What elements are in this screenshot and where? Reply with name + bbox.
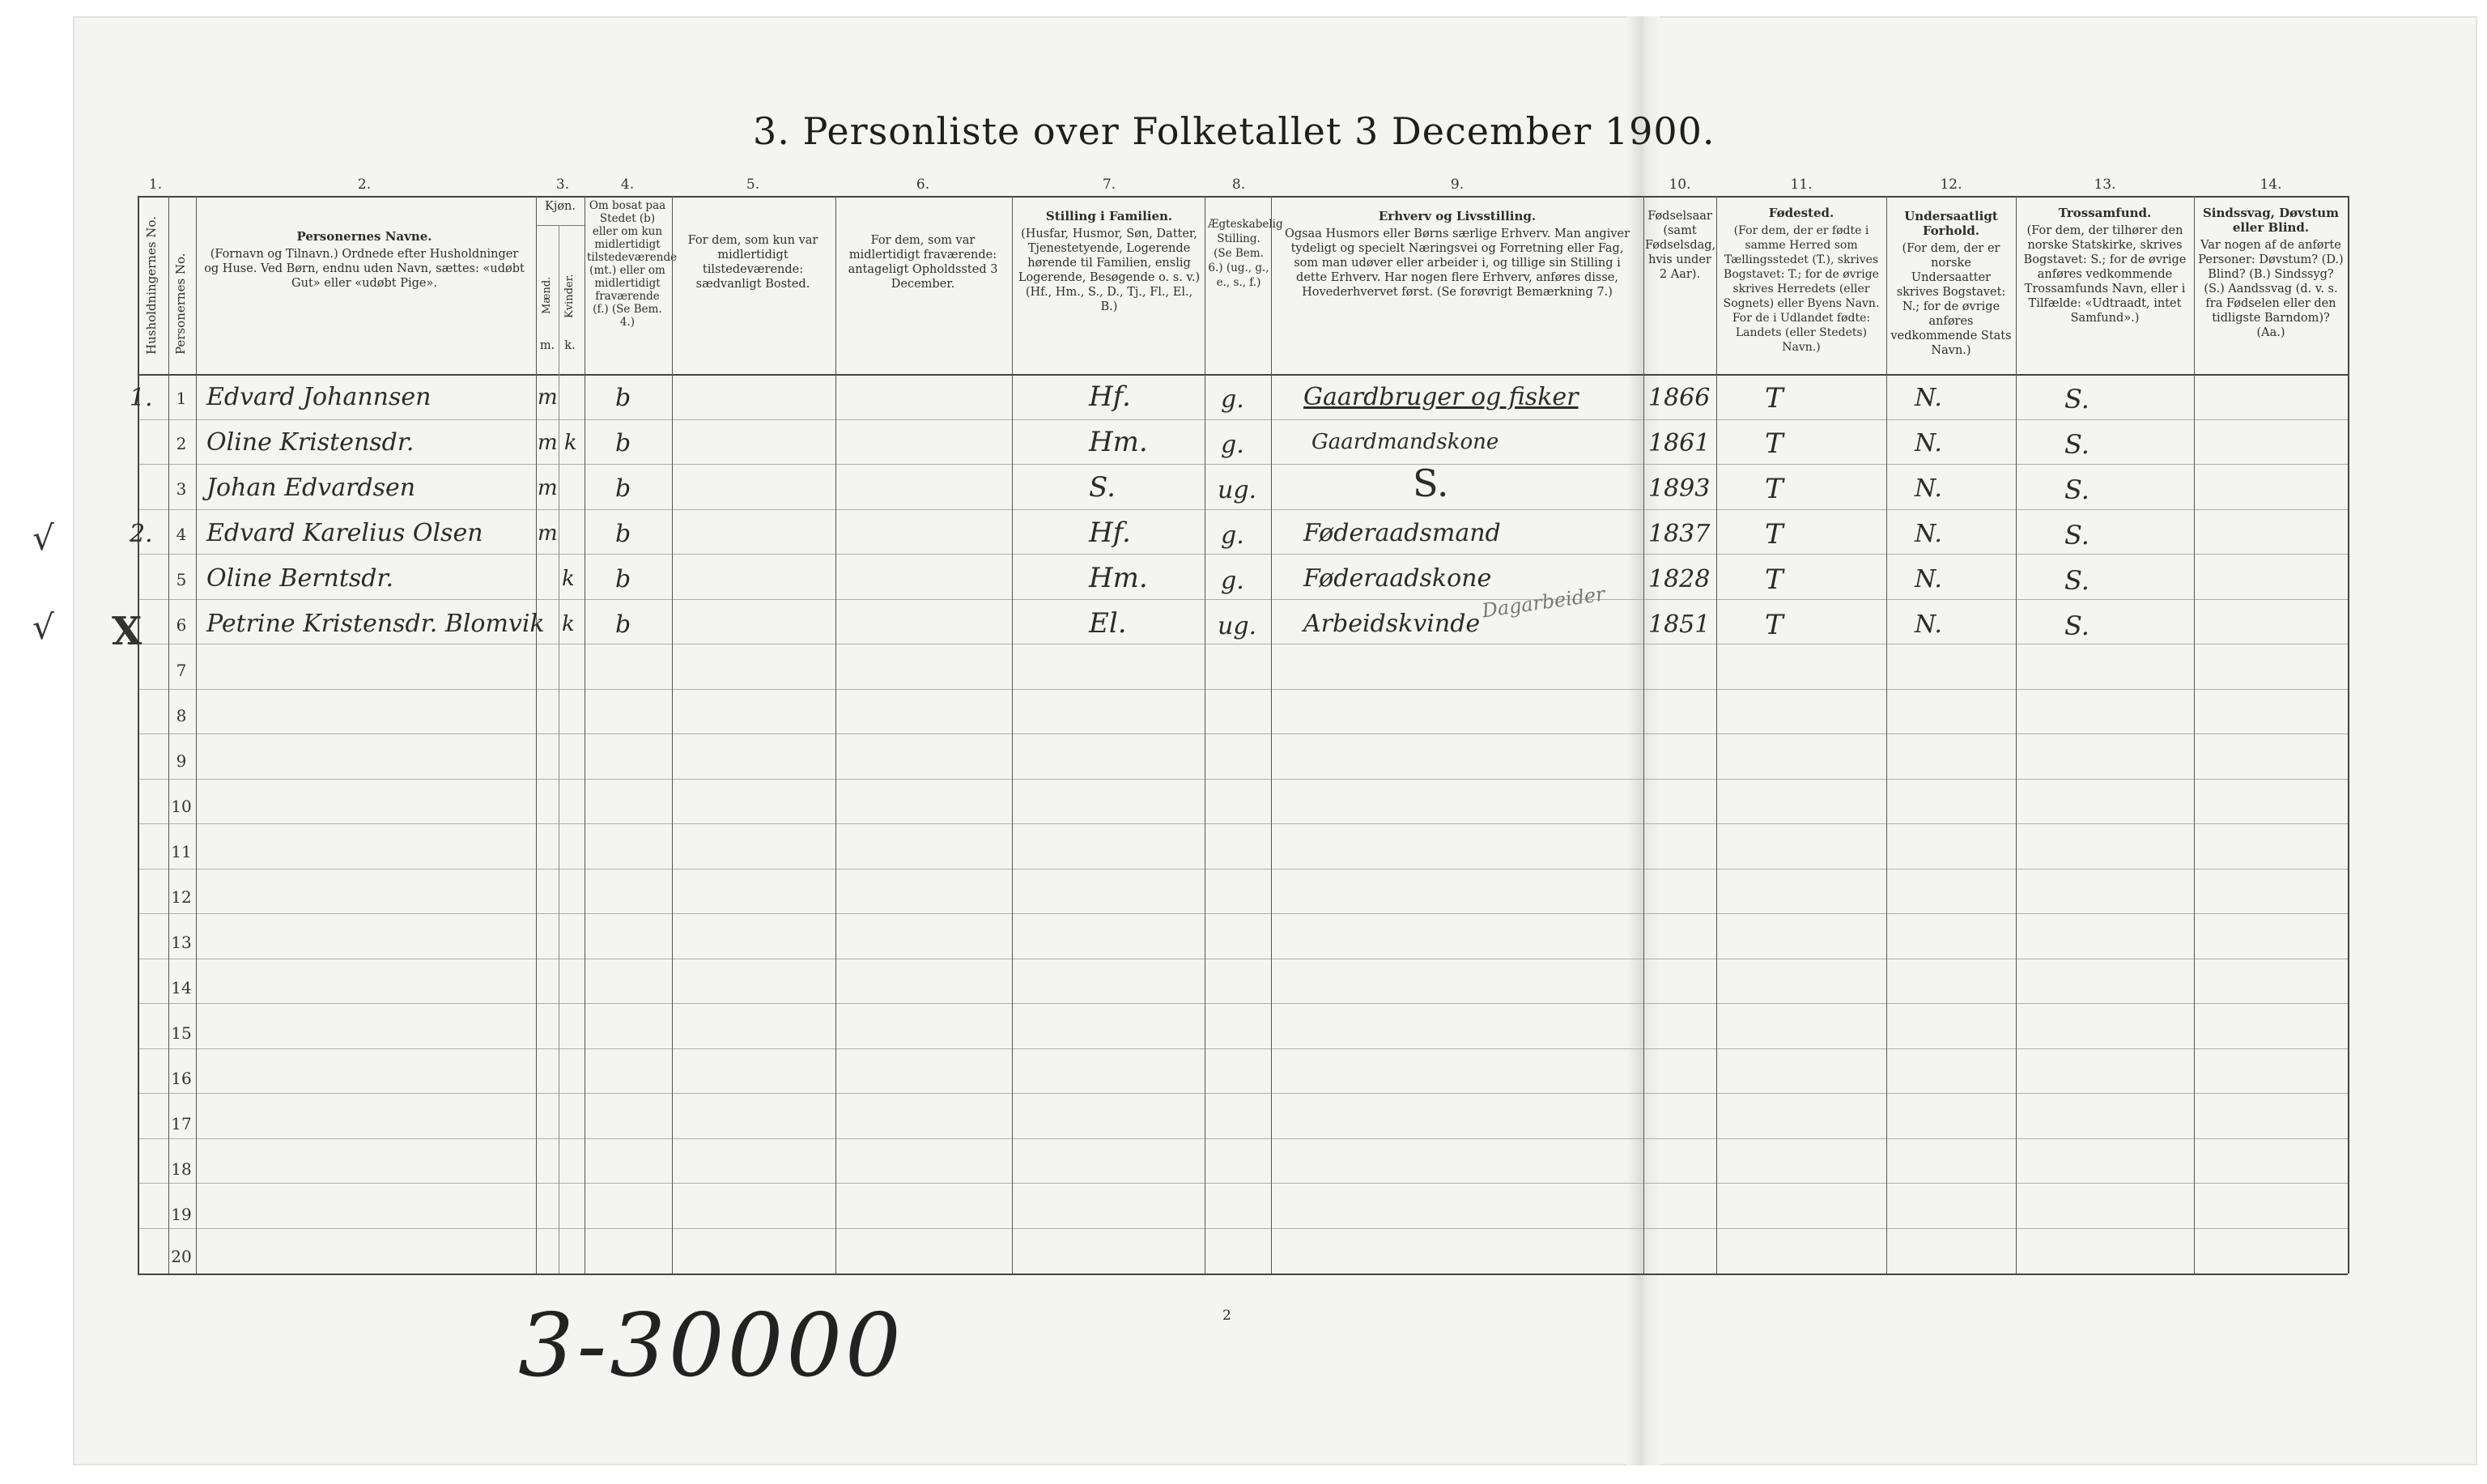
row-number: 10 xyxy=(171,797,192,816)
religion-entry: S. xyxy=(2064,429,2090,460)
birth-year-entry: 1866 xyxy=(1648,384,1711,412)
header-occupation-text: Ogsaa Husmors eller Børns særlige Erhverv. Man angiver tydeligt og specielt Næringsvei og Forretning eller Fag, som man udøver eller arbeider i, og tillige sin Stilling i dette Erhverv. Har nogen flere Erhverv, anføres disse, Hovederhvervet først. (Se forøvrigt Bemærkning 7.) xyxy=(1284,227,1630,299)
header-sex-k: k. xyxy=(564,339,576,352)
header-temporary-location: For dem, som var midlertidigt fraværende: antageligt Opholdssted 3 December. xyxy=(848,234,998,291)
religion-entry: S. xyxy=(2064,520,2090,551)
row-number: 19 xyxy=(171,1205,192,1224)
row-number: 1 xyxy=(176,389,187,408)
family-position-entry: Hf. xyxy=(1089,381,1131,413)
birthplace-entry: T xyxy=(1765,427,1783,460)
row-number: 2 xyxy=(176,434,187,453)
occupation-entry: Føderaadskone xyxy=(1303,564,1492,593)
birth-year-entry: 1861 xyxy=(1648,429,1711,457)
col-line xyxy=(536,196,537,1274)
cross-mark: X xyxy=(112,609,142,654)
header-disability-title: Sindssvag, Døvstum eller Blind. xyxy=(2202,206,2340,235)
col-line xyxy=(672,196,673,1274)
col-line xyxy=(1716,196,1717,1274)
row-number: 3 xyxy=(176,479,187,499)
header-disability xyxy=(2198,206,2344,368)
sex-entry: k xyxy=(562,567,575,591)
colnum-8: 8. xyxy=(1231,176,1246,193)
colnum-3: 3. xyxy=(555,176,570,193)
occupation-entry: Føderaadsmand xyxy=(1303,519,1501,547)
religion-entry: S. xyxy=(2064,384,2090,415)
family-position-entry: S. xyxy=(1089,471,1116,504)
nationality-entry: N. xyxy=(1915,565,1942,593)
residence-entry: b xyxy=(615,565,631,593)
colnum-10: 10. xyxy=(1669,176,1691,193)
nationality-entry: N. xyxy=(1915,520,1942,548)
col-line xyxy=(196,196,197,1274)
col-line xyxy=(1886,196,1887,1274)
residence-entry: b xyxy=(615,384,631,412)
row-number: 8 xyxy=(176,706,187,725)
header-religion xyxy=(2020,206,2190,368)
col-line xyxy=(138,196,139,1274)
sex-entry: m k xyxy=(538,431,577,455)
colnum-6: 6. xyxy=(916,176,930,193)
header-birth-year: Fødselsaar (samt Fødselsdag, hvis under 2 Aar). xyxy=(1645,210,1716,281)
birthplace-entry: T xyxy=(1765,473,1783,505)
residence-entry: b xyxy=(615,520,631,548)
col-line xyxy=(1271,196,1272,1274)
birthplace-entry: T xyxy=(1765,563,1783,596)
col-line xyxy=(168,196,169,1274)
person-name: Petrine Kristensdr. Blomvik xyxy=(206,610,545,638)
religion-entry: S. xyxy=(2064,474,2090,505)
header-occupation xyxy=(1279,209,1635,363)
header-sex-women: Kvinder. xyxy=(563,274,576,318)
table-bottom-rule xyxy=(138,1274,2348,1275)
row-number: 5 xyxy=(176,570,187,589)
nationality-entry: N. xyxy=(1915,610,1942,639)
header-nationality-text: (For dem, der er norske Undersaatter skrives Bogstavet: N.; for de øvrige anføres vedkommende Stats Navn.) xyxy=(1890,242,2012,357)
birth-year-entry: 1851 xyxy=(1648,610,1711,639)
header-occupation-title: Erhverv og Livsstilling. xyxy=(1378,209,1537,223)
occupation-note: Dagarbeider xyxy=(1480,582,1607,623)
colnum-4: 4. xyxy=(620,176,635,193)
row-number: 15 xyxy=(171,1023,192,1043)
header-nationality-title: Undersaatligt Forhold. xyxy=(1904,209,1998,238)
marital-entry: g. xyxy=(1221,431,1244,459)
religion-entry: S. xyxy=(2064,565,2090,596)
row-number: 12 xyxy=(171,887,192,907)
colnum-12: 12. xyxy=(1940,176,1962,193)
page-number: 2 xyxy=(1222,1308,1231,1324)
header-sex-men: Mænd. xyxy=(541,276,553,314)
family-position-entry: Hm. xyxy=(1089,426,1148,458)
colnum-1: 1. xyxy=(148,176,163,193)
occupation-entry: Arbeidskvinde xyxy=(1303,610,1481,638)
birth-year-entry: 1828 xyxy=(1648,565,1711,593)
header-disability-text: Var nogen af de anførte Personer: Døvstum? (D.) Blind? (B.) Sindssyg? (S.) Aandssvag (d. v. s. fra Fødselen eller den tidligste Barndom)? (Aa.) xyxy=(2198,239,2344,339)
header-marital-status: Ægteskabelig Stilling. (Se Bem. 6.) (ug., g., e., s., f.) xyxy=(1208,218,1283,289)
header-religion-title: Trossamfund. xyxy=(2058,206,2152,220)
row-number: 9 xyxy=(176,751,187,771)
footer-handwriting: 3-30000 xyxy=(518,1295,904,1397)
nationality-entry: N. xyxy=(1915,384,1942,412)
header-family-text: (Husfar, Husmor, Søn, Datter, Tjenestetyende, Logerende hørende til Familien, enslig Logerende, Besøgende o. s. v.) (Hf., Hm., S., D., Tj., Fl., El., B.) xyxy=(1018,227,1201,313)
colnum-11: 11. xyxy=(1790,176,1813,193)
header-religion-text: (For dem, der tilhører den norske Statskirke, skrives Bogstavet: S.; for de øvrige anføres vedkommende Trossamfunds Navn, eller i Tilfælde: «Udtraadt, intet Samfund».) xyxy=(2023,224,2187,325)
col-line xyxy=(1012,196,1013,1274)
marital-entry: g. xyxy=(1221,521,1244,550)
row-number: 17 xyxy=(171,1114,192,1133)
person-name: Edvard Johannsen xyxy=(206,383,432,411)
colnum-14: 14. xyxy=(2260,176,2282,193)
family-position-entry: Hf. xyxy=(1089,517,1131,549)
birth-year-entry: 1837 xyxy=(1648,520,1711,548)
marital-entry: ug. xyxy=(1218,612,1257,640)
check-mark: √ xyxy=(32,518,54,558)
colnum-2: 2. xyxy=(357,176,372,193)
birth-year-entry: 1893 xyxy=(1648,474,1711,503)
marital-entry: g. xyxy=(1221,385,1244,414)
residence-entry: b xyxy=(615,474,631,503)
marital-entry: ug. xyxy=(1218,476,1257,504)
col-line xyxy=(2016,196,2017,1274)
header-person-no: Personernes No. xyxy=(173,253,188,355)
row-number: 16 xyxy=(171,1069,192,1088)
page-title: 3. Personliste over Folketallet 3 December 1900. xyxy=(753,109,1715,153)
person-name: Edvard Karelius Olsen xyxy=(206,519,483,547)
sex-entry: m xyxy=(538,476,558,500)
household-number: 1. xyxy=(130,384,153,412)
residence-entry: b xyxy=(615,610,631,639)
row-number: 20 xyxy=(171,1247,192,1266)
check-mark: √ xyxy=(32,607,54,647)
colnum-7: 7. xyxy=(1102,176,1116,193)
sex-entry: m xyxy=(538,385,558,410)
header-names-title: Personernes Navne. xyxy=(296,229,432,244)
residence-entry: b xyxy=(615,429,631,457)
birthplace-entry: T xyxy=(1765,382,1783,415)
row-number: 6 xyxy=(176,615,187,635)
row-number: 11 xyxy=(171,842,192,861)
header-names-text: (Fornavn og Tilnavn.) Ordnede efter Husholdninger og Huse. Ved Børn, endnu uden Navn, sættes: «udøbt Gut» eller «udøbt Pige». xyxy=(204,248,525,290)
header-nationality xyxy=(1890,209,2012,363)
family-position-entry: Hm. xyxy=(1089,562,1148,594)
row-number: 18 xyxy=(171,1159,192,1179)
header-sex-m: m. xyxy=(539,339,555,352)
person-name: Oline Kristensdr. xyxy=(206,428,414,457)
header-birthplace-title: Fødested. xyxy=(1768,206,1834,220)
header-household-no: Husholdningernes No. xyxy=(144,216,159,355)
marital-entry: g. xyxy=(1221,567,1244,595)
header-family-title: Stilling i Familien. xyxy=(1045,209,1173,223)
sex-sub-rule xyxy=(536,225,585,226)
nationality-entry: N. xyxy=(1915,429,1942,457)
col-line xyxy=(2348,196,2349,1274)
header-residence: Om bosat paa Stedet (b) eller om kun midlertidigt tilstedeværende (mt.) eller om midlertidigt fraværende (f.) (Se Bem. 4.) xyxy=(587,199,678,329)
religion-entry: S. xyxy=(2064,610,2090,641)
sex-entry: m xyxy=(538,521,558,546)
header-birthplace xyxy=(1720,206,1882,368)
colnum-5: 5. xyxy=(746,176,760,193)
colnum-9: 9. xyxy=(1450,176,1465,193)
birthplace-entry: T xyxy=(1765,609,1783,641)
person-name: Oline Berntsdr. xyxy=(206,564,394,593)
census-form xyxy=(130,176,2348,1278)
row-number: 13 xyxy=(171,933,192,952)
person-name: Johan Edvardsen xyxy=(206,474,416,502)
birthplace-entry: T xyxy=(1765,518,1783,551)
row-number: 14 xyxy=(171,978,192,997)
sex-entry: k xyxy=(562,612,575,636)
household-number: 2. xyxy=(130,520,153,548)
family-position-entry: El. xyxy=(1089,607,1127,640)
header-sex-title: Kjøn. xyxy=(544,200,576,213)
header-usual-residence: For dem, som kun var midlertidigt tilstedeværende: sædvanligt Bosted. xyxy=(687,234,818,291)
col-line xyxy=(835,196,836,1274)
col-line xyxy=(1643,196,1644,1274)
row-number: 4 xyxy=(176,525,187,544)
occupation-entry: S. xyxy=(1413,461,1449,505)
occupation-entry: Gaardmandskone xyxy=(1312,430,1499,454)
colnum-13: 13. xyxy=(2094,176,2116,193)
col-line xyxy=(2194,196,2195,1274)
nationality-entry: N. xyxy=(1915,474,1942,503)
row-number: 7 xyxy=(176,661,187,680)
header-family-position xyxy=(1016,209,1202,363)
header-birthplace-text: (For dem, der er fødte i samme Herred som Tællingsstedet (T.), skrives Bogstavet: T.; for de øvrige skrives Herredets (eller Sognets) eller Byens Navn. For de i Udlandet fødte: Landets (eller Stedets) Navn.) xyxy=(1723,224,1880,354)
occupation-entry: Gaardbruger og fisker xyxy=(1303,383,1579,411)
